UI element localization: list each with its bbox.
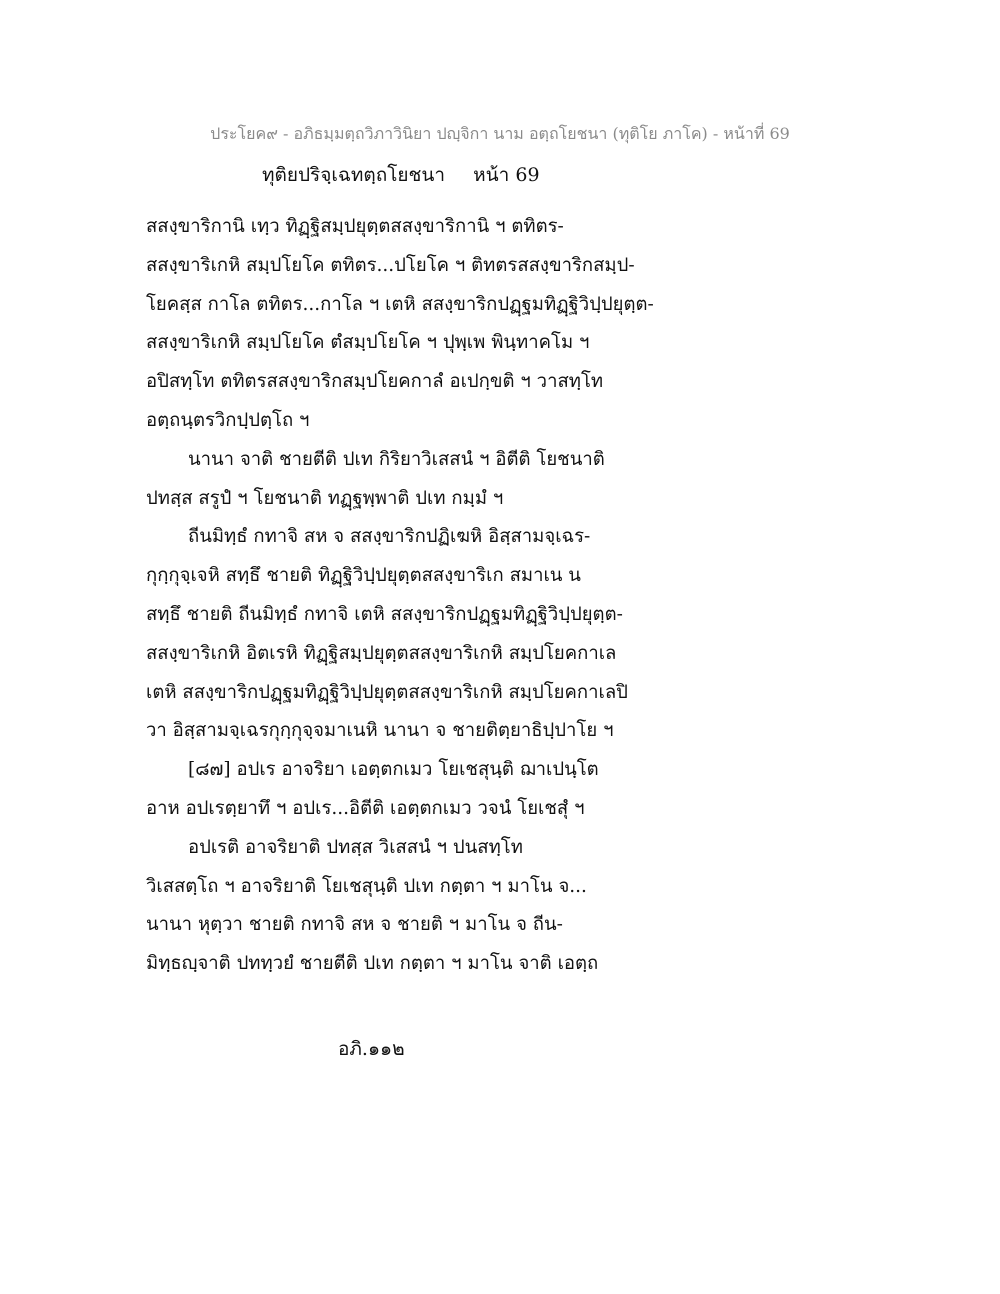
running-header: ประโยค๙ - อภิธมฺมตฺถวิภาวินิยา ปญฺจิกา นาม อตฺถโยชนา (ทุติโย ภาโค) - หน้าที่ 69 — [210, 124, 790, 143]
text-line: ปทสฺส สรูปํ ฯ โยชนาติ ทฏฺฐพฺพาติ ปเท กมฺมํ ฯ — [146, 487, 504, 509]
text-line: กุกฺกุจฺเจหิ สทฺธึ ชายติ ทิฏฺฐิวิปฺปยุตฺตสสงฺขาริเก สมาเน น — [146, 565, 581, 587]
page-footer-code: อภิ.๑๑๒ — [338, 1038, 405, 1060]
text-line: อตฺถนฺตรวิกปฺปตฺโถ ฯ — [146, 409, 310, 431]
chapter-header — [262, 160, 540, 190]
text-line: เตหิ สสงฺขาริกปฏฺฐมทิฏฺฐิวิปฺปยุตฺตสสงฺขาริเกหิ สมฺปโยคกาเลปิ — [146, 681, 628, 703]
text-line: สทฺธึ ชายติ ถีนมิทฺธํ กทาจิ เตหิ สสงฺขาริกปฏฺฐมทิฏฺฐิวิปฺปยุตฺต- — [146, 603, 623, 625]
text-line: วา อิสฺสามจฺเฉรกุกฺกุจฺจมาเนหิ นานา จ ชายติตฺยาธิปฺปาโย ฯ — [146, 720, 614, 742]
text-line: โยคสฺส กาโล ตทิตร...กาโล ฯ เตหิ สสงฺขาริกปฏฺฐมทิฏฺฐิวิปฺปยุตฺต- — [146, 293, 654, 315]
chapter-title: ทุติยปริจฺเฉทตฺถโยชนา — [262, 164, 446, 186]
text-line: สสงฺขาริเกหิ สมฺปโยโค ตํสมฺปโยโค ฯ ปุพฺเพ พินฺทาคโม ฯ — [146, 332, 590, 354]
text-line: สสงฺขาริเกหิ อิตเรหิ ทิฏฺฐิสมฺปยุตฺตสสงฺขาริเกหิ สมฺปโยคกาเล — [146, 642, 617, 664]
text-line: สสงฺขาริเกหิ สมฺปโยโค ตทิตร...ปโยโค ฯ ติทตรสสงฺขาริกสมฺป- — [146, 254, 635, 276]
text-line: ถีนมิทฺธํ กทาจิ สห จ สสงฺขาริกปฏิเฆหิ อิสฺสามจฺเฉร- — [188, 526, 591, 548]
text-line: อปเรติ อาจริยาติ ปทสฺส วิเสสนํ ฯ ปนสทฺโท — [188, 836, 523, 858]
text-line: อาห อปเรตฺยาทึ ฯ อปเร...อิตีติ เอตฺตกเมว วจนํ โยเชสุํ ฯ — [146, 797, 585, 819]
text-line: นานา หุตฺวา ชายติ กทาจิ สห จ ชายติ ฯ มาโน จ ถีน- — [146, 914, 563, 936]
chapter-page-number: หน้า 69 — [473, 164, 540, 186]
text-line: อปิสทฺโท ตทิตรสสงฺขาริกสมฺปโยคกาลํ อเปกฺขติ ฯ วาสทฺโท — [146, 371, 604, 393]
text-line: นานา จาติ ชายตีติ ปเท กิริยาวิเสสนํ ฯ อิตีติ โยชนาติ — [188, 448, 605, 470]
text-line: วิเสสตฺโถ ฯ อาจริยาติ โยเชสุนฺติ ปเท กตฺตา ฯ มาโน จ... — [146, 875, 587, 897]
body-text — [146, 208, 686, 984]
text-line: สสงฺขาริกานิ เทฺว ทิฏฺฐิสมฺปยุตฺตสสงฺขาริกานิ ฯ ตทิตร- — [146, 216, 564, 237]
text-line: มิทฺธญฺจาติ ปททฺวยํ ชายตีติ ปเท กตฺตา ฯ มาโน จาติ เอตฺถ — [146, 953, 599, 975]
text-line: [๘๗] อปเร อาจริยา เอตฺตกเมว โยเชสุนฺติ ฌาเปนฺโต — [188, 759, 599, 781]
